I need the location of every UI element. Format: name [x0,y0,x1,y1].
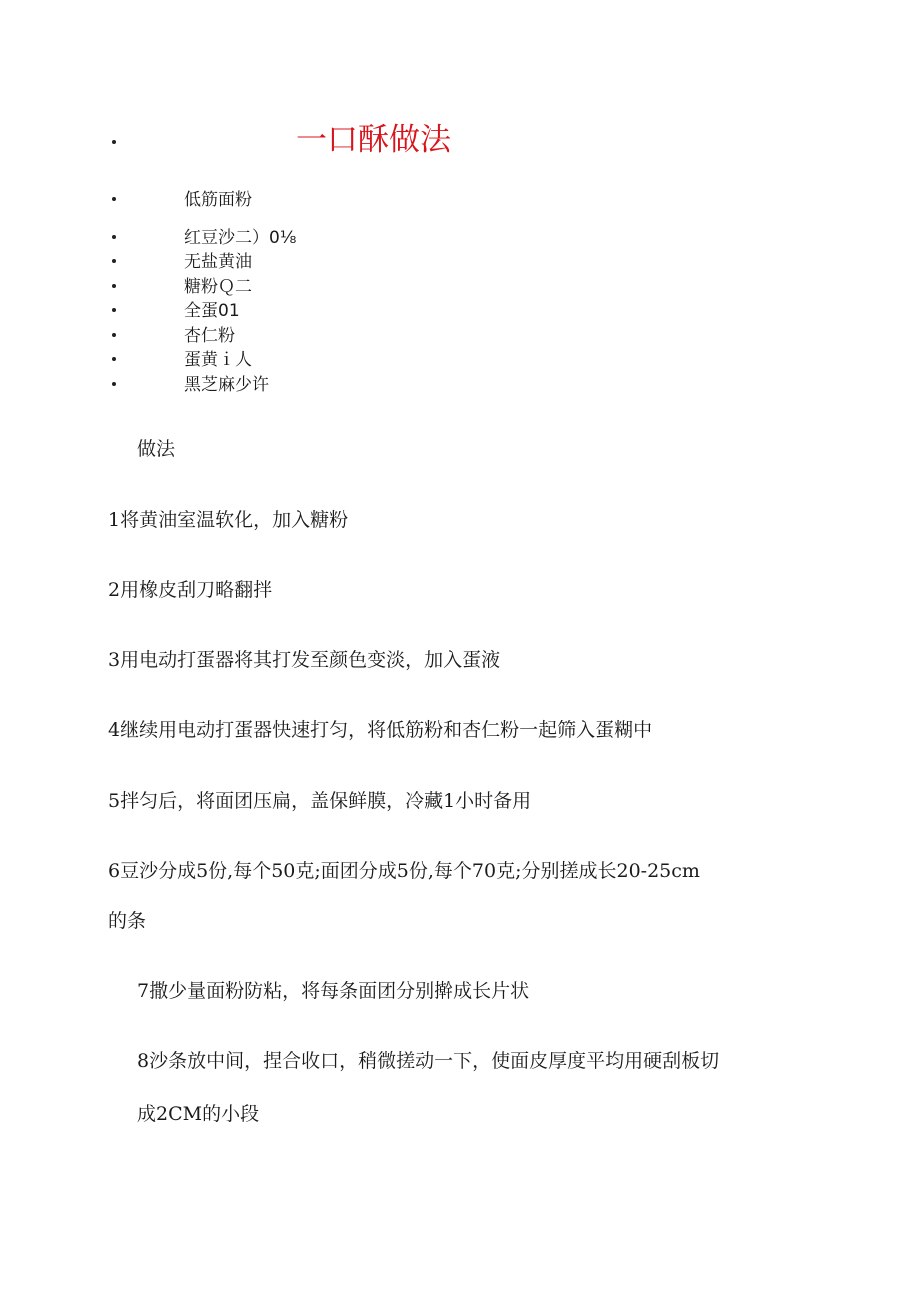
step-text: 5拌匀后，将面团压扁，盖保鲜膜，冷藏1小时备用 [108,790,532,812]
step-text: 4继续用电动打蛋器快速打匀，将低筋粉和杏仁粉一起筛入蛋糊中 [108,719,653,741]
step-text: 1将黄油室温软化，加入糖粉 [108,509,349,531]
ingredient-item [0,349,920,373]
step-text: 3用电动打蛋器将其打发至颜色变淡，加入蛋液 [108,649,501,671]
ingredient-text: 黑芝麻少许 [184,375,269,395]
bullet-icon [112,197,116,201]
title-row [0,120,920,160]
ingredient-item [0,227,920,251]
step-text: 7撒少量面粉防粘，将每条面团分别擀成长片状 [137,980,530,1002]
ingredient-text: 红豆沙二）0⅛ [184,228,297,248]
ingredient-text: 杏仁粉 [184,326,235,346]
ingredient-item [0,374,920,398]
step-text: 的条 [108,910,147,932]
ingredient-text: 低筋面粉 [184,190,252,210]
ingredient-text: 全蛋01 [184,301,240,321]
bullet-icon [112,382,116,386]
step-text: 成2CM的小段 [137,1103,260,1125]
bullet-icon [112,140,116,144]
ingredient-text: 蛋黄ｉ人 [184,350,252,370]
step-text: 6豆沙分成5份,每个50克;面团分成5份,每个70克;分别搓成长20-25cm [108,860,700,882]
bullet-icon [112,333,116,337]
step-text: 8沙条放中间，捏合收口，稍微搓动一下，使面皮厚度平均用硬刮板切 [137,1050,720,1072]
bullet-icon [112,259,116,263]
ingredient-item [0,325,920,349]
method-heading: 做法 [137,438,176,460]
ingredient-text: 无盐黄油 [184,252,252,272]
bullet-icon [112,357,116,361]
ingredient-text: 糖粉Ｑ二 [184,277,252,297]
bullet-icon [112,284,116,288]
step-text: 2用橡皮刮刀略翻拌 [108,579,273,601]
ingredient-item [0,300,920,324]
page-title: 一口酥做法 [296,122,451,158]
ingredient-item [0,189,920,213]
ingredient-item [0,251,920,275]
ingredient-item [0,276,920,300]
bullet-icon [112,235,116,239]
bullet-icon [112,308,116,312]
